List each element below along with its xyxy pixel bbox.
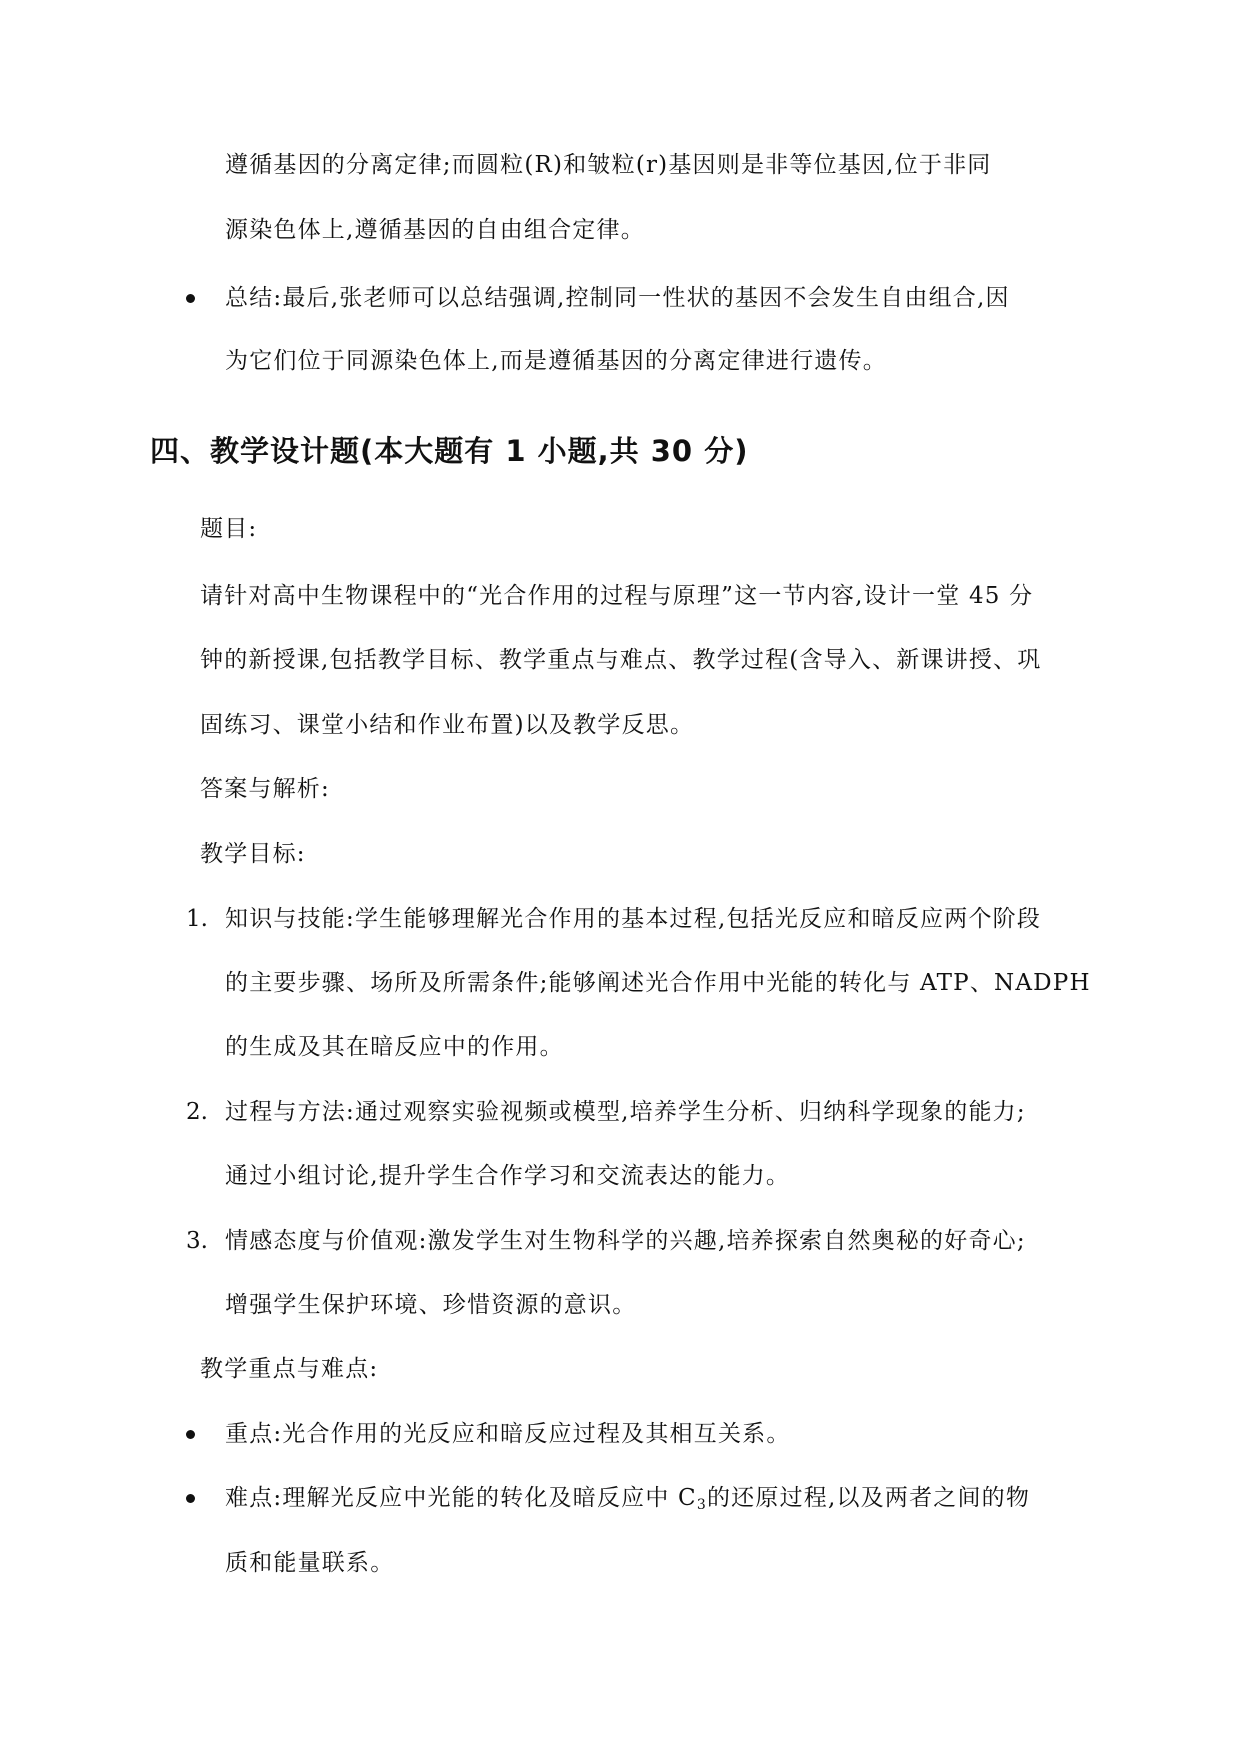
text-line: 为它们位于同源染色体上,而是遵循基因的分离定律进行遗传。 (225, 348, 887, 374)
subscript: 3 (696, 1497, 707, 1513)
bullet-icon (186, 1430, 195, 1439)
objective-text: 情感态度与价值观:激发学生对生物科学的兴趣,培养探索自然奥秘的好奇心; (225, 1228, 1026, 1254)
objective-text: 增强学生保护环境、珍惜资源的意识。 (225, 1292, 637, 1318)
key-points-label: 教学重点与难点: (200, 1356, 379, 1382)
difficulty-text: 质和能量联系。 (225, 1550, 395, 1576)
objective-text: 通过小组讨论,提升学生合作学习和交流表达的能力。 (225, 1163, 791, 1189)
answer-label: 答案与解析: (200, 776, 330, 802)
difficulty-text-part: 的还原过程,以及两者之间的物 (706, 1485, 1031, 1511)
question-label: 题目: (200, 516, 258, 542)
difficulty-text-part: 难点:理解光反应中光能的转化及暗反应中 C (225, 1485, 697, 1511)
text-line: 遵循基因的分离定律;而圆粒(R)和皱粒(r)基因则是非等位基因,位于非同 (225, 152, 992, 178)
list-number: 2. (186, 1099, 208, 1125)
objective-text: 的主要步骤、场所及所需条件;能够阐述光合作用中光能的转化与 ATP、NADPH (225, 970, 1091, 996)
difficulty-text (225, 1483, 1030, 1513)
objective-text: 的生成及其在暗反应中的作用。 (225, 1034, 564, 1060)
objective-text: 过程与方法:通过观察实验视频或模型,培养学生分析、归纳科学现象的能力; (225, 1099, 1026, 1125)
list-number: 1. (186, 906, 208, 932)
bullet-icon (186, 1494, 195, 1503)
text-line: 源染色体上,遵循基因的自由组合定律。 (225, 217, 645, 243)
question-text: 请针对高中生物课程中的“光合作用的过程与原理”这一节内容,设计一堂 45 分 (200, 583, 1034, 609)
key-point-text: 重点:光合作用的光反应和暗反应过程及其相互关系。 (225, 1421, 791, 1447)
question-text: 固练习、课堂小结和作业布置)以及教学反思。 (200, 712, 695, 738)
question-text: 钟的新授课,包括教学目标、教学重点与难点、教学过程(含导入、新课讲授、巩 (200, 647, 1042, 673)
list-number: 3. (186, 1228, 208, 1254)
bullet-icon (186, 294, 195, 303)
objective-text: 知识与技能:学生能够理解光合作用的基本过程,包括光反应和暗反应两个阶段 (225, 906, 1042, 932)
summary-line: 总结:最后,张老师可以总结强调,控制同一性状的基因不会发生自由组合,因 (225, 285, 1010, 311)
objectives-label: 教学目标: (200, 841, 306, 867)
section-heading: 四、教学设计题(本大题有 1 小题,共 30 分) (150, 434, 749, 468)
